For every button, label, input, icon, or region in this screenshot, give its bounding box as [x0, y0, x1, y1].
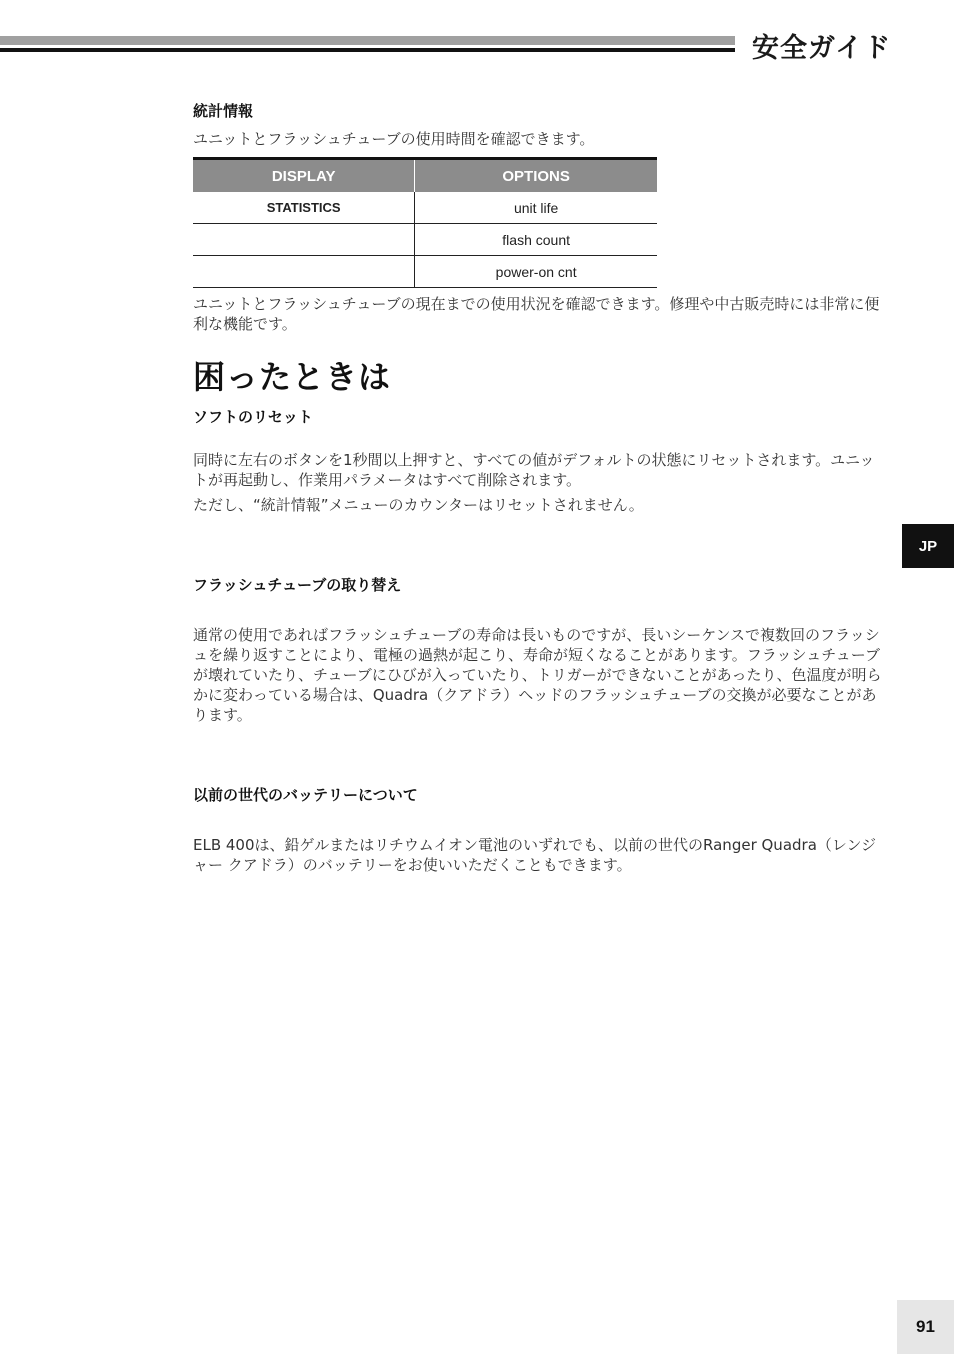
table-row: [193, 256, 657, 288]
trouble-section: [193, 352, 885, 427]
table-row: [193, 192, 657, 224]
table-cell-option: flash count: [415, 224, 657, 256]
soft-reset-note: ただし、“統計情報”メニューのカウンターはリセットされません。: [193, 496, 644, 514]
soft-reset-para: 同時に左右のボタンを1秒間以上押すと、すべての値がデフォルトの状態にリセットされます。ユニットが再起動し、作業用パラメータはすべて削除されます。: [193, 451, 875, 489]
page-section-title: 安全ガイド: [752, 33, 892, 64]
table-cell-display: [193, 224, 415, 256]
statistics-table: [193, 157, 657, 288]
table-cell-display: STATISTICS: [193, 192, 415, 224]
soft-reset-heading: ソフトのリセット: [193, 408, 313, 426]
stats-note: ユニットとフラッシュチューブの現在までの使用状況を確認できます。修理や中古販売時には非常に便利な機能です。: [193, 295, 880, 333]
flash-tube-para: 通常の使用であればフラッシュチューブの寿命は長いものですが、長いシーケンスで複数回のフラッシュを繰り返すことにより、電極の過熱が起こり、寿命が短くなることがあります。フラッシュチューブが壊れていたり、チューブにひびが入っていたり、トリガーができないことがあったり、色温度が明らかに変わっている場合は、Quadra（クアドラ）ヘッドのフラッシュチューブの交換が必要なことがあります。: [193, 626, 882, 724]
trouble-heading: 困ったときは: [193, 358, 392, 396]
table-header-display: DISPLAY: [193, 159, 415, 193]
table-row: [193, 224, 657, 256]
soft-reset-section: [193, 450, 885, 515]
battery-heading: 以前の世代のバッテリーについて: [193, 786, 418, 804]
battery-para: ELB 400は、鉛ゲルまたはリチウムイオン電池のいずれでも、以前の世代のRanger Quadra（レンジャー クアドラ）のバッテリーをお使いいただくこともできます。: [193, 836, 877, 874]
table-cell-option: unit life: [415, 192, 657, 224]
stats-section: [193, 100, 885, 334]
header-rule: [0, 36, 735, 52]
stats-heading: 統計情報: [193, 102, 254, 120]
language-tab: JP: [902, 524, 954, 568]
battery-section: [193, 784, 885, 875]
stats-intro: ユニットとフラッシュチューブの使用時間を確認できます。: [193, 130, 595, 148]
table-cell-display: [193, 256, 415, 288]
page-number: 91: [897, 1300, 954, 1354]
flash-tube-heading: フラッシュチューブの取り替え: [193, 576, 402, 594]
flash-tube-section: [193, 574, 885, 725]
table-header-options: OPTIONS: [415, 159, 657, 193]
table-cell-option: power-on cnt: [415, 256, 657, 288]
